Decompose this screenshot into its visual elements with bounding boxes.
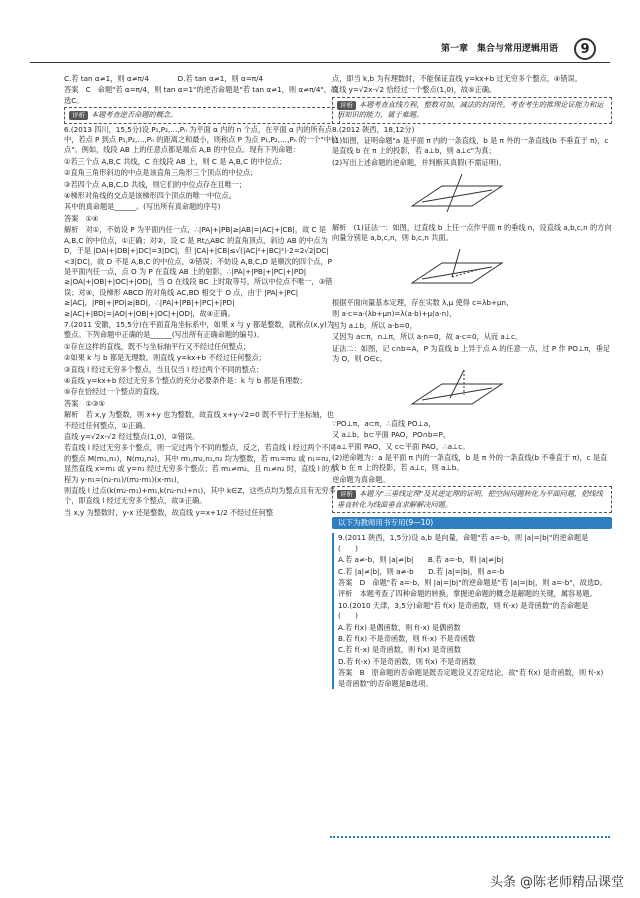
option-line: ②直角三角形斜边的中点是该直角三角形三个顶点的中位点；: [64, 168, 258, 178]
plane-figure-3: [402, 368, 512, 412]
review-text: 本题为"三垂线定理"及其逆定理的证明，把空间问题转化为平面问题，把线线垂直转化为线面垂直求解解决问题。: [337, 489, 603, 509]
question-8: 8.(2012 陕西，18,12分): [332, 124, 415, 134]
solution-text: 根据平面向量基本定理，存在实数 λ,μ 使得 c=λb+μn，: [332, 297, 514, 307]
teacher-section: [332, 533, 632, 689]
page-number: 9: [574, 38, 596, 60]
solution-text: 又 a⊥b，b⊂平面 PAO，PO∩b=P，: [332, 430, 451, 440]
solution-text: ∵PO⊥π，a⊂π，∴直线 PO⊥a，: [332, 418, 436, 428]
solution-text: 逆命题为真命题。: [332, 474, 390, 484]
option-line: C.若 f(-x) 是奇函数，则 f(x) 是奇函数: [338, 645, 461, 655]
option-line: ①存在这样的直线，既不与坐标轴平行又不经过任何整点；: [64, 341, 251, 351]
right-column: [332, 74, 632, 854]
option-line: ⑤存在恰经过一个整点的直线。: [64, 387, 164, 397]
solution-text: 则 a·c=a·(λb+μn)=λ(a·b)+μ(a·n)，: [332, 309, 457, 319]
page-header: [30, 36, 610, 63]
review-text: 本题考查逆否命题的概念。: [91, 110, 178, 120]
chapter-title: 第一章 集合与常用逻辑用语: [440, 44, 558, 54]
review-tag: 评析: [337, 101, 356, 110]
solution-text: 因为 a⊥b，所以 a·b=0，: [332, 320, 417, 330]
question-prompt: 其中的真命题是______。(写出所有真命题的序号): [64, 202, 221, 212]
left-column: [64, 74, 340, 854]
solution-text: 解析 对①，不妨设 P 为平面内任一点，∴|PA|+|PB|≥|AB|=|AC|+|CB|，故 C 是 A,B,C 的中位点，①正确；对②，设 C 是 Rt△ABC 的直角顶点，斜边 AB 的中点为 D，于是 |DA|+|DB|+|DC|=3|DC|，但 |CA|+|CB|≤√(|AC|²+|BC|²)·2=2√2|DC|<3|DC|，故 D 不是 A,B,C 的中位点，②错误；不妨设 A,B,C,D 是顺次的四个点，P 是平面内任一点，点 O 为 P 在直线 AB 上的射影，∴|PA|+|PB|+|PC|+|PD|≥|OA|+|OB|+|OC|+|OD|，当 O 在线段 BC 上时取等号，所以中位点不唯一，③错误；对④，设梯形 ABCD 的对角线 AC,BD 相交于 O 点，由于 |PA|+|PC|≥|AC|，|PB|+|PD|≥|BD|，∴|PA|+|PB|+|PC|+|PD|≥|AC|+|BD|=|AO|+|OB|+|OC|+|OD|，故④正确。: [64, 225, 333, 318]
option-line: B.若 f(x) 不是奇函数，则 f(-x) 不是奇函数: [338, 634, 476, 644]
plane-figure-1: [402, 172, 512, 216]
solution-text: ∴a⊥平面 PAO，又 c⊂平面 PAO，∴a⊥c。: [332, 441, 470, 451]
solution-text: 又因为 a⊂π，n⊥π，所以 a·n=0，故 a·c=0，从而 a⊥c。: [332, 332, 523, 342]
teacher-section-banner: 以下为教师用书专用(9—10): [332, 517, 612, 529]
option-line: ③若四个点 A,B,C,D 共线，则它们的中位点存在且唯一；: [64, 179, 247, 189]
review-note: [64, 107, 340, 123]
divider-dots: [330, 836, 610, 840]
watermark-text: 头条 @陈老师精品课堂: [489, 874, 624, 890]
answer-line: 答案 ①④: [64, 213, 99, 223]
plane-figure-2: [402, 247, 512, 291]
review-tag: 评析: [337, 490, 356, 499]
solution-text: 直线 y=√2x-√2 经过整点(1,0)，②错误。: [64, 432, 200, 441]
review-tag: 评析: [69, 111, 88, 120]
option-line: ④直线 y=kx+b 经过无穷多个整点的充分必要条件是：k 与 b 都是有理数；: [64, 375, 307, 385]
solution-text: 证法二：如图，记 c∩b=A，P 为直线 b 上异于点 A 的任意一点，过 P 作 PO⊥π，垂足为 O，则 O∈c。: [332, 343, 611, 363]
review-note: [332, 97, 612, 124]
question-6: 6.(2013 四川，15,5分)设 P₁,P₂,…,Pₙ 为平面 α 内的 n 个点，在平面 α 内的所有点中，若点 P 到点 P₁,P₂,…,Pₙ 的距离之和最小，则称点 P 为点 P₁,P₂,…,Pₙ 的一个"中位点"。例如，线段 AB 上的任意点都是端点 A,B 的中位点。现有下列命题：: [64, 124, 339, 155]
solution-text: 解析 若 x,y 为整数，则 x+y 也为整数，故直线 x+y-√2=0 既不平行于坐标轴，也不经过任何整点，①正确。: [64, 410, 334, 430]
solution-text: 则直线 l 过点(k(m₂-m₁)+m₁,k(n₂-n₁)+n₁)，其中 k∈Z，这些点均为整点且有无穷多个，即直线 l 经过无穷多个整点，故③正确。: [64, 486, 336, 506]
question-10: 10.(2010 天津，3,5分)命题"若 f(x) 是奇函数，则 f(-x) 是奇函数"的否命题是 ( ): [338, 600, 632, 621]
text-line: 点，即当 k,b 为有理数时，不能保证直线 y=kx+b 过无穷多个整点，④错误。: [332, 74, 582, 83]
solution-text: 若直线 l 经过无穷多个整点，则一定过两个不同的整点，反之，若直线 l 经过两个不同的整点 M(m₁,n₁)，N(m₂,n₂)，其中 m₁,m₂,n₁,n₂ 均为整数，若 m₁=m₂ 或 n₁=n₂，显然直线 x=m₁ 或 y=n₁ 经过无穷多个整点；若 m₁≠m₂，且 n₁≠n₂ 时，直线 l 的方程为 y-n₁=(n₂-n₁)/(m₂-m₁)(x-m₁)，: [64, 443, 337, 484]
option-line: C.若 |a|≠|b|，则 a≠-b D.若 |a|=|b|，则 a=-b: [338, 566, 505, 576]
question-part: (1)如图，证明命题"a 是平面 π 内的一条直线，b 是 π 外的一条直线(b 不垂直于 π)，c 是直线 b 在 π 上的投影，若 a⊥b，则 a⊥c"为真；: [332, 136, 609, 156]
option-line: ②如果 k 与 b 都是无理数，则直线 y=kx+b 不经过任何整点；: [64, 353, 266, 363]
option-line: D.若 f(-x) 不是奇函数，则 f(x) 不是奇函数: [338, 656, 476, 666]
solution-text: 解析 (1)证法一：如图，过直线 b 上任一点作平面 π 的垂线 n，设直线 a,b,c,n 的方向向量分别是 a,b,c,n，则 b,c,n 共面。: [332, 222, 612, 243]
question-9: 9.(2011 陕西，1,5分)设 a,b 是向量，命题"若 a=-b，则 |a|=|b|"的逆命题是 ( ): [338, 533, 632, 553]
option-line: ④梯形对角线的交点是该梯形四个顶点的唯一中位点。: [64, 191, 236, 201]
text-line: 直线 y=√2x-√2 恰经过一个整点(1,0)，故⑤正确。: [332, 85, 497, 95]
solution-text: (2)逆命题为：a 是平面 π 内的一条直线，b 是 π 外的一条直线(b 不垂直于 π)，c 是直线 b 在 π 上的投影，若 a⊥c，则 a⊥b。: [332, 452, 608, 473]
review-note: [332, 486, 612, 513]
answer-line: 答案 B 原命题的否命题是既否定题设又否定结论，故"若 f(x) 是奇函数，则 f(-x) 是奇函数"的否命题是B选项。: [338, 668, 604, 688]
review-text: 本题考查直线方程，整数对加，减法的封闭性，考查考生的推理论证能力和运用知识的能力，属于难题。: [337, 99, 604, 120]
option-line: ③直线 l 经过无穷多个整点，当且仅当 l 经过两个不同的整点；: [64, 364, 264, 374]
option-line: ①若三个点 A,B,C 共线，C 在线段 AB 上，则 C 是 A,B,C 的中位点；: [64, 156, 287, 166]
answer-line: 答案 D 命题"若 a=-b，则 |a|=|b|"的逆命题是"若 |a|=|b|，则 a=-b"，故选D。: [338, 578, 607, 587]
answer-line: 答案 C 命题"若 α=π/4，则 tan α=1"的逆否命题是"若 tan α≠1，则 α≠π/4"，故选C。: [64, 85, 339, 105]
option-line: A.若 a≠-b，则 |a|≠|b| B.若 a=-b，则 |a|≠|b|: [338, 555, 504, 565]
answer-line: 答案 ①③⑤: [64, 398, 105, 408]
solution-text: 当 x,y 为整数时，y-x 还是整数，故直线 y=x+1/2 不经过任何整: [64, 507, 274, 517]
question-part: (2)写出上述命题的逆命题，并判断其真假(不需证明)。: [332, 157, 506, 167]
text-line: C.若 tan α≠1，则 α≠π/4 D.若 tan α≠1，则 α=π/4: [64, 74, 264, 83]
question-7: 7.(2011 安徽，15,5分)在平面直角坐标系中，如果 x 与 y 都是整数，就称点(x,y)为整点。下列命题中正确的是______(写出所有正确命题的编号)。: [64, 319, 334, 340]
option-line: A.若 f(x) 是偶函数，则 f(-x) 是偶函数: [338, 622, 461, 632]
review-text: 评析 本题考查了四种命题的转换，掌握逆命题的概念是解题的关键，属容易题。: [338, 589, 597, 599]
